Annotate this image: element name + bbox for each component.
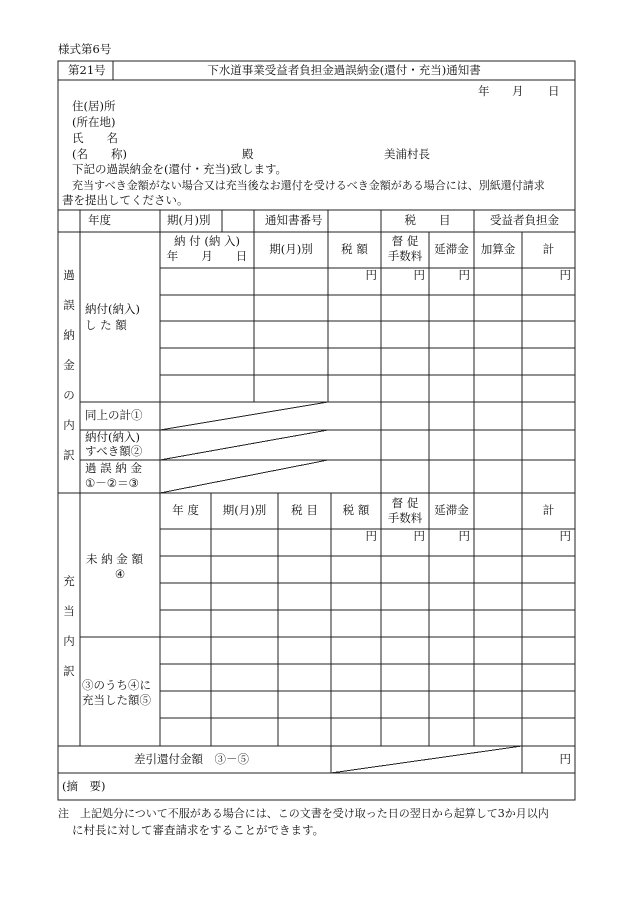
form-label: 様式第6号	[58, 42, 112, 56]
due-label-line1: 納付(納入)	[85, 430, 140, 444]
col-tokusoku-line2-s1: 手数料	[387, 249, 423, 263]
note-line-2: に村長に対して審査請求をすることができます。	[72, 823, 325, 837]
col-nofu-line2: 年 月 日	[166, 249, 248, 263]
note-line-1: 注 上記処分について不服がある場合には、この文書を受け取った日の翌日から起算して3か月以内	[58, 807, 549, 820]
yen-entai-s2: 円	[458, 529, 470, 543]
overpaid-label-line1: 過 誤 納 金	[85, 461, 142, 475]
col-jueki: 受益者負担金	[490, 213, 559, 227]
document-number: 第21号	[68, 63, 106, 77]
recipient-location: (所在地)	[72, 115, 116, 129]
yen-zeigaku-s2: 円	[365, 529, 377, 543]
date-year: 年	[478, 84, 490, 98]
col-kibetsu: 期(月)別	[167, 213, 211, 227]
yen-zeigaku-s1: 円	[365, 268, 377, 282]
applied-label-line1: ③のうち④に	[82, 678, 151, 692]
refund-yen: 円	[559, 752, 571, 766]
jutou-side-label: 充 当 内 訳	[63, 574, 75, 678]
col-zeimoku: 税 目	[404, 213, 451, 227]
col-nendo-s2: 年 度	[172, 503, 199, 517]
refund-label: 差引還付金額 ③－⑤	[134, 752, 249, 766]
recipient-corp-label: (名 称)	[72, 147, 127, 161]
col-tokusoku-line1-s1: 督 促	[391, 234, 419, 248]
col-kei-s1: 計	[542, 242, 555, 256]
col-nofu-line1: 納 付 (納 入)	[174, 234, 240, 248]
col-zeigaku-s1: 税 額	[341, 242, 368, 256]
col-kibetsu-s1: 期(月)別	[269, 242, 313, 256]
body-line-2: 充当すべき金額がない場合又は充当後なお還付を受けるべき金額がある場合には、別紙還付請求	[72, 179, 545, 192]
col-kasan-s1: 加算金	[480, 242, 516, 256]
yen-tokusoku-s2: 円	[413, 529, 425, 543]
unpaid-label-line1: 未 納 金 額	[86, 552, 143, 566]
col-kibetsu-s2: 期(月)別	[222, 503, 267, 517]
sender-name: 美浦村長	[384, 147, 430, 161]
col-zeigaku-s2: 税 額	[342, 503, 370, 517]
paid-label-line1: 納付(納入)	[85, 302, 140, 316]
col-tokusoku-line1-s2: 督 促	[391, 496, 419, 510]
col-tsuchisho: 通知書番号	[265, 213, 323, 227]
overpaid-label-line2: ①－②＝③	[85, 476, 139, 490]
col-kei-s2: 計	[542, 503, 555, 517]
col-entai-s1: 延滞金	[434, 242, 469, 256]
col-tokusoku-line2-s2: 手数料	[387, 511, 423, 525]
recipient-address: 住(居)所	[72, 99, 116, 113]
yen-kei-s1: 円	[559, 268, 571, 282]
document-title: 下水道事業受益者負担金過誤納金(還付・充当)通知書	[207, 63, 481, 77]
yen-entai-s1: 円	[458, 268, 470, 282]
col-nendo: 年度	[88, 213, 111, 227]
yen-kei-s2: 円	[559, 529, 571, 543]
recipient-name-label: 氏 名	[72, 131, 118, 145]
honorific: 殿	[242, 147, 254, 161]
due-label-line2: すべき額②	[85, 444, 143, 458]
kago-side-label: 過 誤 納 金 の 内 訳	[63, 268, 75, 462]
yen-tokusoku-s1: 円	[413, 268, 425, 282]
applied-label-line2: 充当した額⑤	[82, 693, 151, 707]
paid-label-line2: し た 額	[85, 318, 127, 332]
unpaid-label-line2: ④	[114, 567, 126, 581]
date-day: 日	[548, 84, 560, 98]
body-line-3: 書を提出してください。	[62, 193, 189, 207]
col-zeimoku-s2: 税 目	[291, 503, 318, 517]
col-entai-s2: 延滞金	[434, 503, 469, 517]
remarks-label: (摘 要)	[62, 779, 106, 793]
sum-label: 同上の計①	[85, 408, 143, 422]
body-line-1: 下記の過誤納金を(還付・充当)致します。	[72, 162, 288, 176]
date-month: 月	[512, 84, 524, 98]
